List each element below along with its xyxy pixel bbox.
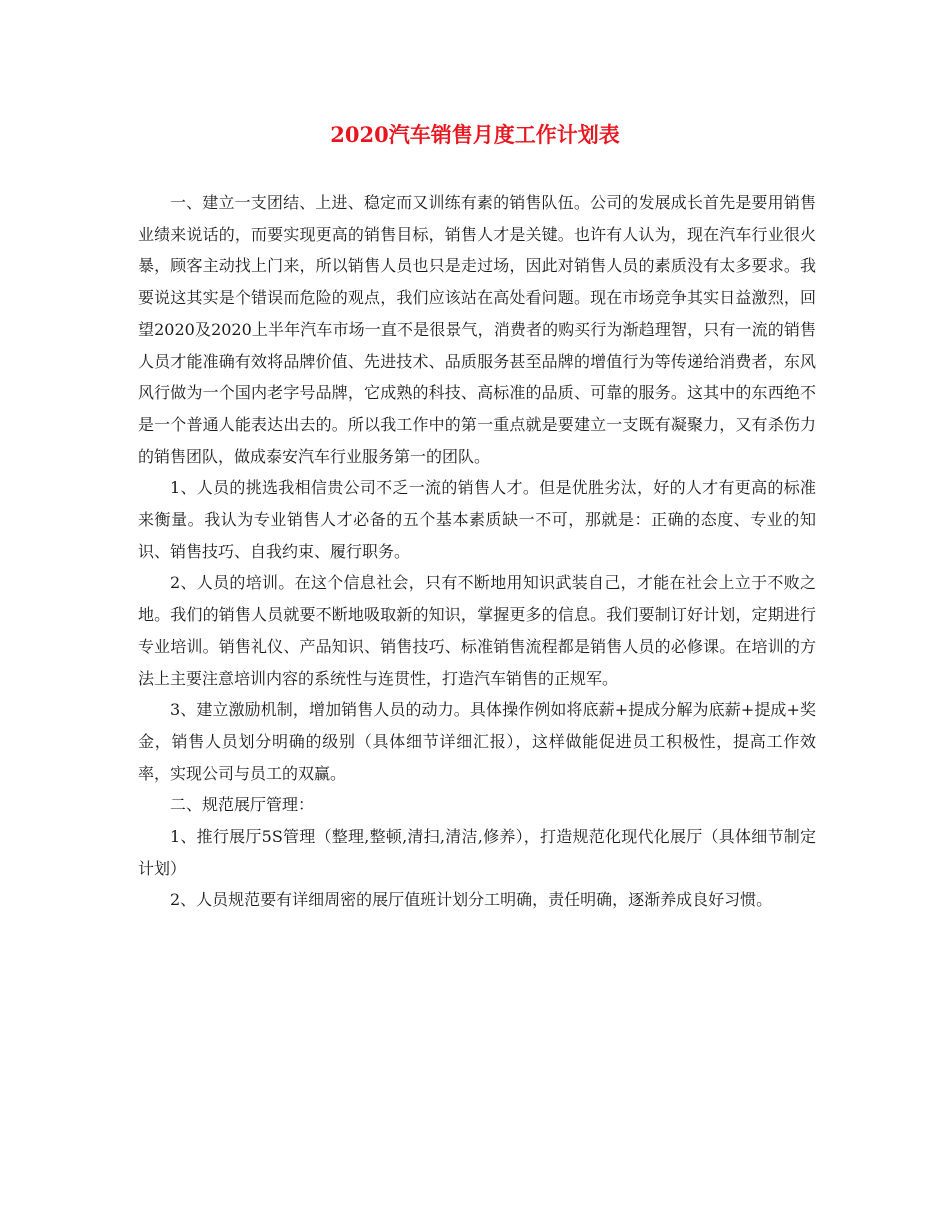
paragraph-personnel-selection: 1、人员的挑选我相信贵公司不乏一流的销售人才。但是优胜劣汰，好的人才有更高的标准来衡量。我认为专业销售人才必备的五个基本素质缺一不可，那就是：正确的态度、专业的知识、销售技巧、自我约束、履行职务。: [138, 478, 816, 561]
paragraph-5s-management: 1、推行展厅5S管理（整理,整顿,清扫,清洁,修养），打造规范化现代化展厅（具体细节制定计划）: [138, 827, 816, 878]
paragraph-incentive-mechanism: 3、建立激励机制，增加销售人员的动力。具体操作例如将底薪+提成分解为底薪+提成+奖金，销售人员划分明确的级别（具体细节详细汇报），这样做能促进员工积极性，提高工作效率，实现公司与员工的双赢。: [138, 700, 816, 783]
document-body: [138, 187, 816, 916]
document-title: 2020汽车销售月度工作计划表: [330, 122, 620, 147]
paragraph-personnel-training: 2、人员的培训。在这个信息社会，只有不断地用知识武装自己，才能在社会上立于不败之地。我们的销售人员就要不断地吸取新的知识，掌握更多的信息。我们要制订好计划，定期进行专业培训。销售礼仪、产品知识、销售技巧、标准销售流程都是销售人员的必修课。在培训的方法上主要注意培训内容的系统性与连贯性，打造汽车销售的正规军。: [138, 573, 816, 688]
paragraph-section-1: 一、建立一支团结、上进、稳定而又训练有素的销售队伍。公司的发展成长首先是要用销售业绩来说话的，而要实现更高的销售目标，销售人才是关键。也许有人认为，现在汽车行业很火暴，顾客主动找上门来，所以销售人员也只是走过场，因此对销售人员的素质没有太多要求。我要说这其实是个错误而危险的观点，我们应该站在高处看问题。现在市场竞争其实日益激烈，回望2020及2020上半年汽车市场一直不是很景气，消费者的购买行为渐趋理智，只有一流的销售人员才能准确有效将品牌价值、先进技术、品质服务甚至品牌的增值行为等传递给消费者，东风风行做为一个国内老字号品牌，它成熟的科技、高标准的品质、可靠的服务。这其中的东西绝不是一个普通人能表达出去的。所以我工作中的第一重点就是要建立一支既有凝聚力，又有杀伤力的销售团队，做成泰安汽车行业服务第一的团队。: [138, 193, 816, 466]
paragraph-staff-standards: 2、人员规范要有详细周密的展厅值班计划分工明确，责任明确，逐渐养成良好习惯。: [170, 890, 773, 910]
paragraph-section-2-heading: 二、规范展厅管理：: [170, 795, 315, 815]
